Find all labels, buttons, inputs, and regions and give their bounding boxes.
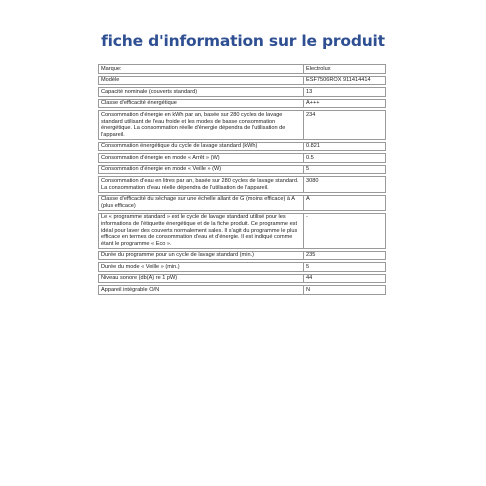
row-value: A+++: [303, 99, 386, 109]
row-label: Classe d'efficacité du séchage sur une échelle allant de G (moins efficace) à A (plus efficace): [98, 195, 303, 211]
row-label: Modèle: [98, 76, 303, 86]
row-label: Appareil intégrable O/N: [98, 285, 303, 295]
table-row: [98, 153, 386, 163]
table-row: [98, 213, 386, 249]
table-row: [98, 110, 386, 139]
table-row: [98, 195, 386, 211]
row-label: Consommation d'énergie en mode « Arrêt » (W): [98, 153, 303, 163]
page-title: fiche d'information sur le produit: [101, 32, 385, 50]
row-label: Classe d'efficacité énergétique: [98, 99, 303, 109]
row-label: Consommation d'énergie en mode « Veille » (W): [98, 165, 303, 175]
row-value: 5: [303, 165, 386, 175]
row-value: 235: [303, 251, 386, 261]
table-row: [98, 142, 386, 152]
row-value: A: [303, 195, 386, 211]
row-label: Durée du mode « Veille » (min.): [98, 262, 303, 272]
table-row: [98, 64, 386, 74]
row-value: -: [303, 213, 386, 249]
table-row: [98, 176, 386, 192]
table-row: [98, 262, 386, 272]
row-label: Niveau sonore (db(A) re 1 pW): [98, 274, 303, 284]
row-value: 0.5: [303, 153, 386, 163]
row-value: 0.821: [303, 142, 386, 152]
row-value: 13: [303, 87, 386, 97]
table-row: [98, 99, 386, 109]
product-info-table: [98, 62, 386, 297]
row-value: 44: [303, 274, 386, 284]
row-label: Durée du programme pour un cycle de lavage standard (min.): [98, 251, 303, 261]
row-label: Consommation énergétique du cycle de lavage standard (kWh): [98, 142, 303, 152]
table-row: [98, 165, 386, 175]
row-value: Electrolux: [303, 64, 386, 74]
table-row: [98, 87, 386, 97]
row-value: ESF7506ROX 911414414: [303, 76, 386, 86]
table-row: [98, 274, 386, 284]
table-row: [98, 76, 386, 86]
row-value: 3080: [303, 176, 386, 192]
row-value: 234: [303, 110, 386, 139]
table-row: [98, 285, 386, 295]
row-label: Le « programme standard » est le cycle de lavage standard utilisé pour les informations de l'étiquette énergétique et de la fiche produit. Ce programme est idéal pour laver des couverts normalement sales. Il s'agit du programme le plus efficace en termes de consommation d'eau et d'énergie. Il est indiqué comme étant le programme « Eco ».: [98, 213, 303, 249]
row-value: 5: [303, 262, 386, 272]
row-label: Capacité nominale (couverts standard): [98, 87, 303, 97]
row-label: Marque:: [98, 64, 303, 74]
row-label: Consommation d'eau en litres par an, basée sur 280 cycles de lavage standard. La consommation d'eau réelle dépendra de l'utilisation de l'appareil.: [98, 176, 303, 192]
row-label: Consommation d'énergie en kWh par an, basée sur 280 cycles de lavage standard utilisant de l'eau froide et les modes de basse consommation énergétique. La consommation réelle d'énergie dépendra de l'utilisation de l'appareil.: [98, 110, 303, 139]
row-value: N: [303, 285, 386, 295]
table-row: [98, 251, 386, 261]
